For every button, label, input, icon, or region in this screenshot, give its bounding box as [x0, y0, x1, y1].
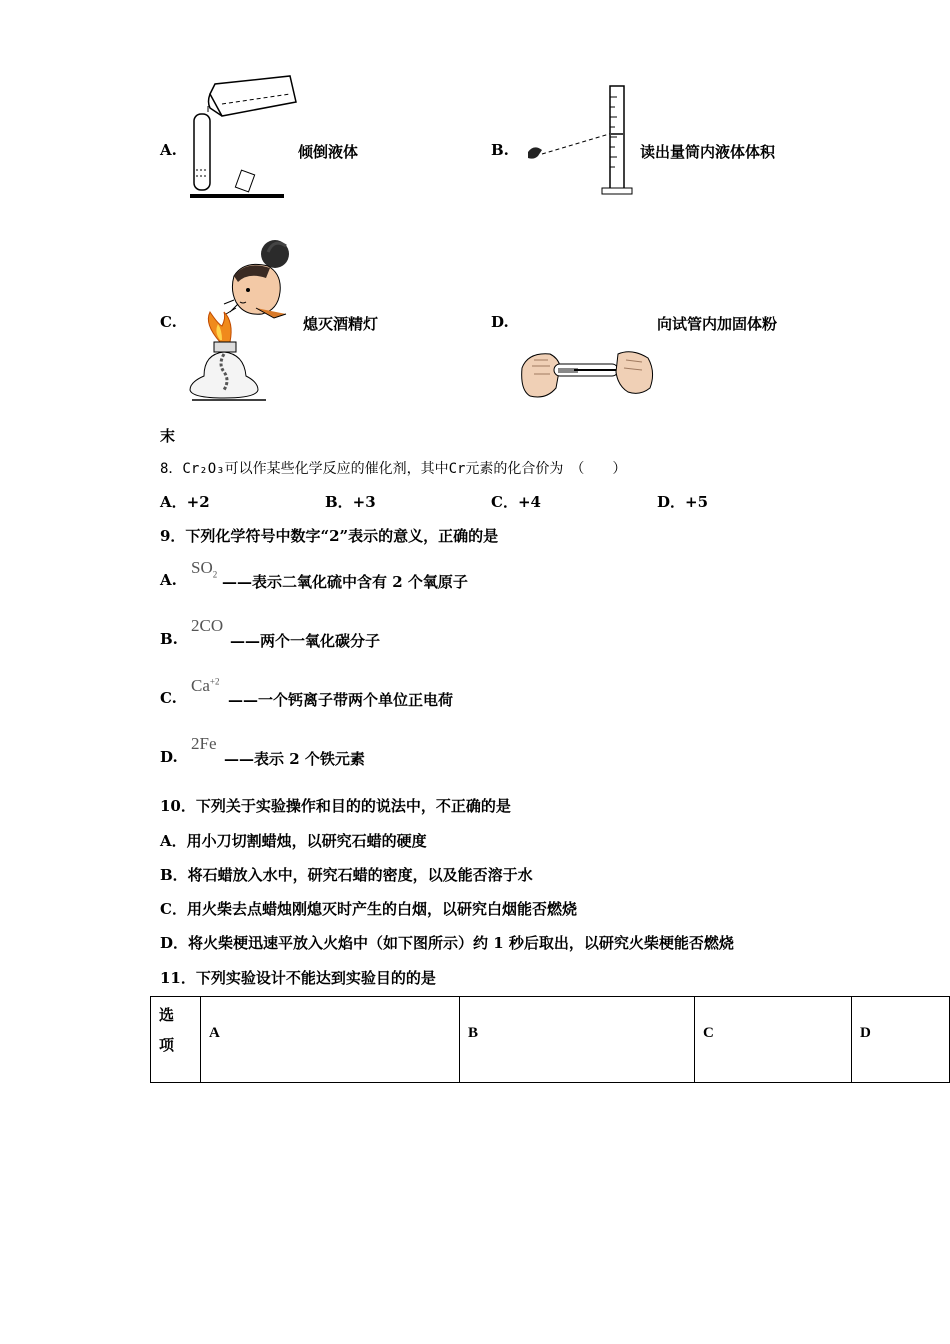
q10-option-c: C．用火柴去点蜡烛刚熄灭时产生的白烟，以研究白烟能否燃烧 [160, 900, 577, 918]
table-header-c: C [695, 997, 852, 1083]
q11-options-table [150, 996, 950, 1083]
q10-option-b: B．将石蜡放入水中，研究石蜡的密度，以及能否溶于水 [160, 866, 533, 884]
q7-trailing-text: 末 [160, 427, 176, 445]
q9-stem: 9．下列化学符号中数字“2”表示的意义，正确的是 [160, 527, 499, 545]
q7-option-a-letter: A. [160, 141, 177, 159]
q9-option-b-desc: ——两个一氧化碳分子 [230, 632, 381, 650]
q7-option-b-letter: B. [491, 141, 509, 159]
q9-option-d-formula: 2Fe [191, 734, 217, 753]
q7-option-d-letter: D. [491, 313, 509, 331]
q10-option-a: A．用小刀切割蜡烛，以研究石蜡的硬度 [160, 832, 427, 850]
table-header-d: D [852, 997, 950, 1083]
q7-option-a-caption: 倾倒液体 [298, 143, 359, 161]
alcohol-lamp-blow-icon [190, 236, 300, 404]
table-header-b: B [460, 997, 695, 1083]
q9-option-c-formula [191, 676, 219, 696]
graduated-cylinder-icon [520, 82, 640, 200]
q8-option-d: D．+5 [657, 493, 709, 511]
q9-option-c-desc: ——一个钙离子带两个单位正电荷 [228, 691, 454, 709]
q9-option-a-formula-base: SO [191, 558, 213, 577]
pour-liquid-icon [190, 72, 300, 202]
table-header-a: A [201, 997, 460, 1083]
q8-stem: 8．Cr₂O₃可以作某些化学反应的催化剂，其中Cr元素的化合价为 （ ） [160, 461, 627, 477]
q7-option-c-letter: C. [160, 313, 177, 331]
q9-option-c-formula-superscript: +2 [209, 676, 220, 687]
q9-option-a-letter: A. [160, 571, 177, 589]
table-header-option: 选 项 [151, 997, 201, 1083]
q8-option-c: C．+4 [491, 493, 541, 511]
table-row [151, 997, 950, 1083]
q7-option-c-caption: 熄灭酒精灯 [303, 315, 379, 333]
q8-option-b: B．+3 [325, 493, 376, 511]
q9-option-c-formula-base: Ca [191, 676, 210, 695]
q9-option-a-formula [191, 558, 217, 579]
q9-option-d-desc: ——表示 2 个铁元素 [224, 750, 365, 768]
q9-option-b-letter: B. [160, 630, 178, 648]
q7-option-d-caption: 向试管内加固体粉 [657, 315, 778, 333]
q10-option-d: D．将火柴梗迅速平放入火焰中（如下图所示）约 1 秒后取出，以研究火柴梗能否燃烧 [160, 934, 734, 952]
q11-stem: 11．下列实验设计不能达到实验目的的是 [160, 969, 436, 987]
q9-option-d-letter: D. [160, 748, 178, 766]
q8-option-a: A．+2 [160, 493, 210, 511]
q9-option-a-formula-subscript: 2 [212, 569, 218, 580]
q9-option-c-letter: C. [160, 689, 177, 707]
q9-option-b-formula: 2CO [191, 616, 224, 635]
test-tube-powder-icon [520, 346, 656, 400]
q9-option-a-desc: ——表示二氧化硫中含有 2 个氧原子 [222, 573, 468, 591]
q10-stem: 10．下列关于实验操作和目的的说法中，不正确的是 [160, 797, 511, 815]
q7-option-b-caption: 读出量筒内液体体积 [640, 143, 776, 161]
